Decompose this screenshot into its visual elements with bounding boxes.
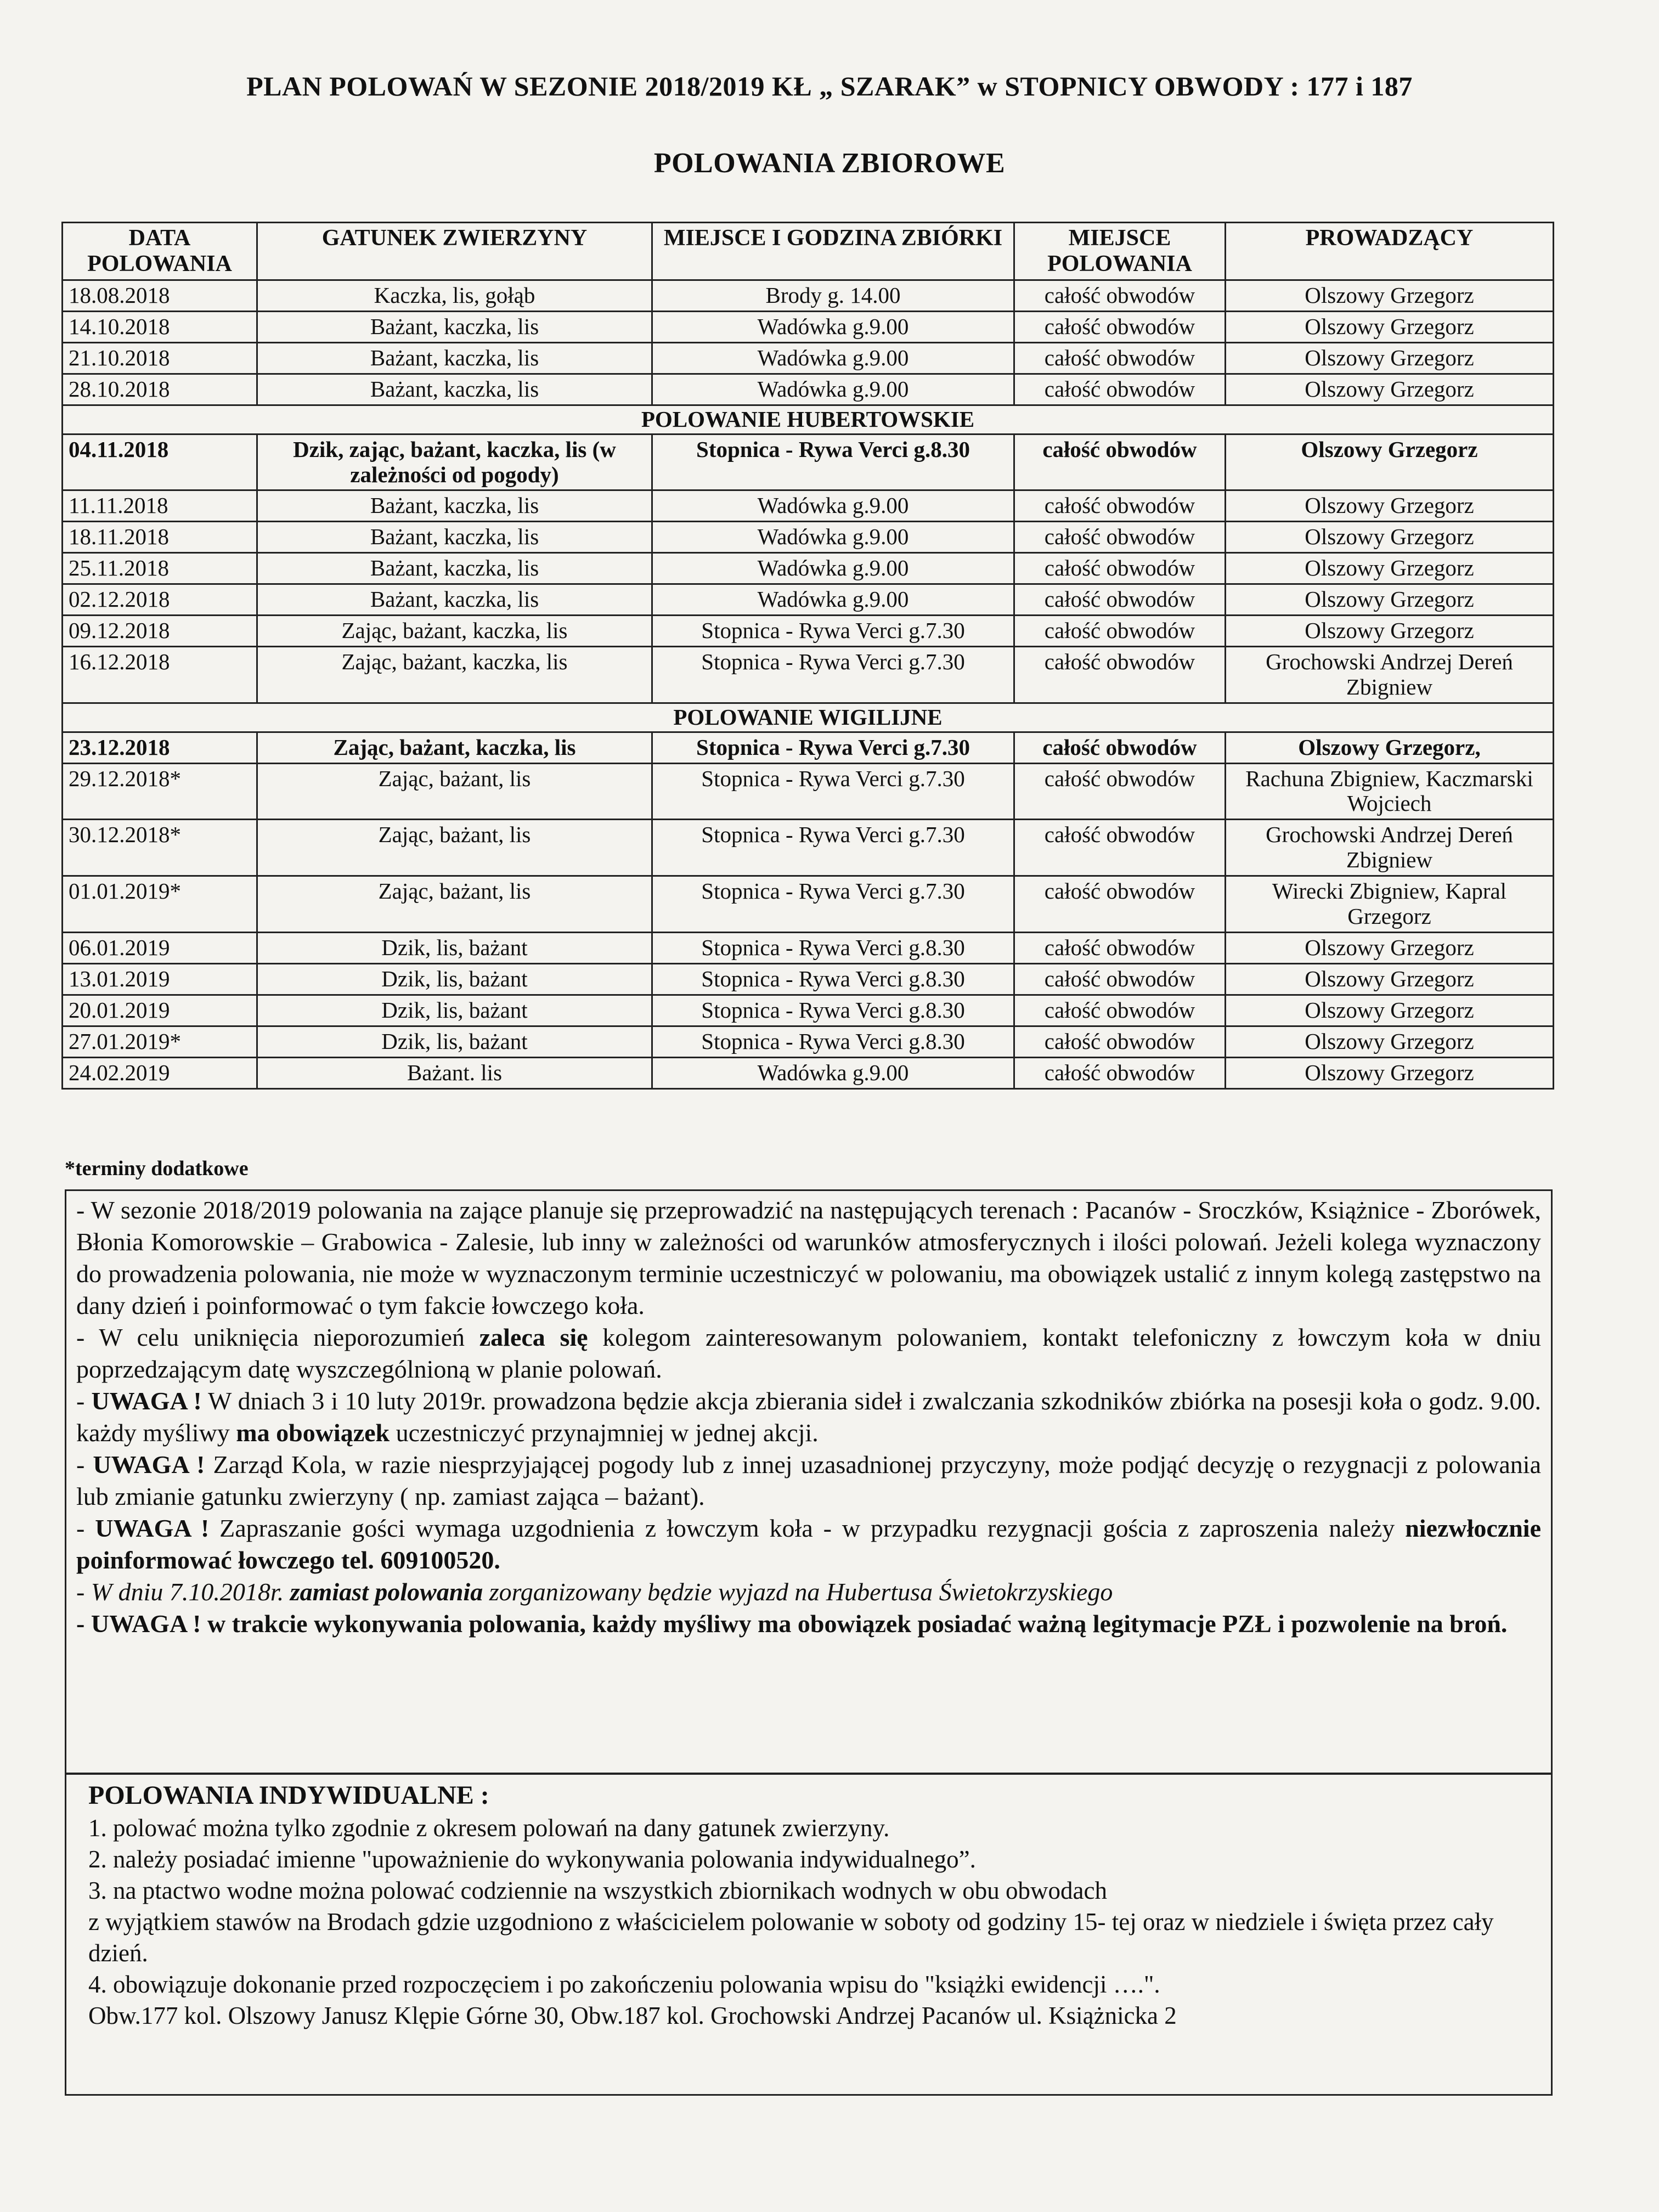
cell-species: Zając, bażant, lis (257, 820, 652, 876)
cell-meeting-place: Stopnica - Rywa Verci g.8.30 (652, 995, 1014, 1026)
footnote: *terminy dodatkowe (65, 1157, 249, 1180)
note-text: zorganizowany będzie wyjazd na Hubertusa Świetokrzyskiego (483, 1578, 1113, 1606)
cell-species: Zając, bażant, kaczka, lis (257, 732, 652, 763)
cell-hunting-area: całość obwodów (1014, 963, 1226, 995)
cell-date: 24.02.2019 (63, 1057, 257, 1088)
note-text: UWAGA ! (95, 1514, 210, 1542)
cell-leader: Olszowy Grzegorz (1226, 311, 1554, 342)
cell-species: Bażant, kaczka, lis (257, 553, 652, 584)
cell-leader: Olszowy Grzegorz (1226, 490, 1554, 522)
note-text: zaleca się (479, 1323, 588, 1351)
cell-leader: Olszowy Grzegorz (1226, 584, 1554, 616)
cell-hunting-area: całość obwodów (1014, 763, 1226, 820)
cell-species: Bażant, kaczka, lis (257, 311, 652, 342)
cell-date: 06.01.2019 (63, 933, 257, 964)
cell-hunting-area: całość obwodów (1014, 646, 1226, 703)
cell-species: Bażant, kaczka, lis (257, 374, 652, 405)
note-text: UWAGA ! (91, 1387, 202, 1415)
cell-leader: Olszowy Grzegorz (1226, 522, 1554, 553)
cell-species: Dzik, lis, bażant (257, 1026, 652, 1057)
cell-date: 18.11.2018 (63, 522, 257, 553)
cell-meeting-place: Wadówka g.9.00 (652, 342, 1014, 374)
cell-hunting-area: całość obwodów (1014, 1026, 1226, 1057)
cell-meeting-place: Stopnica - Rywa Verci g.8.30 (652, 933, 1014, 964)
table-row (63, 876, 1554, 933)
header-meeting-place: MIEJSCE I GODZINA ZBIÓRKI (652, 223, 1014, 280)
table-header-row (63, 223, 1554, 280)
cell-hunting-area: całość obwodów (1014, 876, 1226, 933)
cell-date: 04.11.2018 (63, 434, 257, 490)
cell-date: 02.12.2018 (63, 584, 257, 616)
note-text: niezwłocznie poinformować łowczego tel. 609100520. (76, 1514, 1541, 1574)
cell-hunting-area: całość obwodów (1014, 311, 1226, 342)
cell-meeting-place: Stopnica - Rywa Verci g.7.30 (652, 820, 1014, 876)
section-title: POLOWANIE HUBERTOWSKIE (63, 405, 1554, 434)
table-row (63, 933, 1554, 964)
cell-meeting-place: Wadówka g.9.00 (652, 1057, 1014, 1088)
table-row (63, 763, 1554, 820)
note-text: zamiast polowania (290, 1578, 483, 1606)
individual-item: z wyjątkiem stawów na Brodach gdzie uzgodniono z właścicielem polowanie w soboty od godziny 15- tej oraz w niedziele i święta przez cały dzień. (88, 1908, 1494, 1967)
cell-leader: Rachuna Zbigniew, Kaczmarski Wojciech (1226, 763, 1554, 820)
notes-box (65, 1189, 1553, 1774)
cell-meeting-place: Wadówka g.9.00 (652, 374, 1014, 405)
cell-meeting-place: Stopnica - Rywa Verci g.7.30 (652, 876, 1014, 933)
cell-leader: Olszowy Grzegorz (1226, 280, 1554, 312)
cell-date: 13.01.2019 (63, 963, 257, 995)
cell-meeting-place: Wadówka g.9.00 (652, 584, 1014, 616)
cell-species: Bażant, kaczka, lis (257, 342, 652, 374)
note-paragraph (76, 1194, 1541, 1322)
individual-item: 1. polować można tylko zgodnie z okresem polowań na dany gatunek zwierzyny. (88, 1814, 890, 1842)
table-row (63, 616, 1554, 647)
hunting-schedule-table (61, 222, 1554, 1090)
table-row (63, 995, 1554, 1026)
cell-date: 11.11.2018 (63, 490, 257, 522)
note-paragraph (76, 1608, 1541, 1640)
header-species: GATUNEK ZWIERZYNY (257, 223, 652, 280)
cell-meeting-place: Stopnica - Rywa Verci g.7.30 (652, 616, 1014, 647)
cell-meeting-place: Stopnica - Rywa Verci g.7.30 (652, 646, 1014, 703)
section-title: POLOWANIE WIGILIJNE (63, 703, 1554, 732)
cell-species: Dzik, lis, bażant (257, 995, 652, 1026)
cell-date: 20.01.2019 (63, 995, 257, 1026)
cell-hunting-area: całość obwodów (1014, 374, 1226, 405)
individual-item: 2. należy posiadać imienne "upoważnienie do wykonywania polowania indywidualnego”. (88, 1846, 976, 1873)
cell-leader: Olszowy Grzegorz (1226, 374, 1554, 405)
note-text: uczestniczyć przynajmniej w jednej akcji. (390, 1419, 819, 1447)
cell-leader: Olszowy Grzegorz (1226, 995, 1554, 1026)
cell-date: 09.12.2018 (63, 616, 257, 647)
table-row (63, 522, 1554, 553)
note-text: UWAGA ! (93, 1451, 205, 1479)
table-row (63, 342, 1554, 374)
cell-meeting-place: Wadówka g.9.00 (652, 553, 1014, 584)
note-paragraph (76, 1322, 1541, 1385)
document-subtitle: POLOWANIA ZBIOROWE (653, 148, 1006, 179)
table-row (63, 1057, 1554, 1088)
individual-item: 3. na ptactwo wodne można polować codziennie na wszystkich zbiornikach wodnych w obu obwodach (88, 1877, 1107, 1904)
cell-meeting-place: Stopnica - Rywa Verci g.8.30 (652, 963, 1014, 995)
cell-leader: Olszowy Grzegorz (1226, 1057, 1554, 1088)
cell-meeting-place: Stopnica - Rywa Verci g.7.30 (652, 763, 1014, 820)
note-paragraph (76, 1449, 1541, 1513)
cell-leader: Olszowy Grzegorz, (1226, 732, 1554, 763)
cell-leader: Grochowski Andrzej Dereń Zbigniew (1226, 820, 1554, 876)
cell-hunting-area: całość obwodów (1014, 820, 1226, 876)
cell-date: 29.12.2018* (63, 763, 257, 820)
cell-hunting-area: całość obwodów (1014, 490, 1226, 522)
cell-date: 18.08.2018 (63, 280, 257, 312)
table-row (63, 646, 1554, 703)
note-text: Zapraszanie gości wymaga uzgodnienia z łowczym koła - w przypadku rezygnacji gościa z zaproszenia należy (209, 1514, 1406, 1542)
cell-meeting-place: Brody g. 14.00 (652, 280, 1014, 312)
cell-date: 23.12.2018 (63, 732, 257, 763)
note-text: ma obowiązek (236, 1419, 390, 1447)
note-text: kolegom zainteresowanym polowaniem, kontakt telefoniczny z łowczym koła w dniu poprzedzającym datę wyszczególnioną w planie polowań. (76, 1323, 1541, 1383)
header-hunting-area: MIEJSCE POLOWANIA (1014, 223, 1226, 280)
note-text: - W dniu 7.10.2018r. (76, 1578, 290, 1606)
table-body (63, 280, 1554, 1088)
note-text: - W celu uniknięcia nieporozumień (76, 1323, 479, 1351)
cell-date: 16.12.2018 (63, 646, 257, 703)
section-row (63, 405, 1554, 434)
cell-species: Zając, bażant, kaczka, lis (257, 616, 652, 647)
cell-species: Zając, bażant, lis (257, 763, 652, 820)
cell-hunting-area: całość obwodów (1014, 553, 1226, 584)
cell-species: Bażant, kaczka, lis (257, 522, 652, 553)
cell-species: Zając, bażant, kaczka, lis (257, 646, 652, 703)
table-row (63, 280, 1554, 312)
cell-meeting-place: Wadówka g.9.00 (652, 311, 1014, 342)
cell-leader: Olszowy Grzegorz (1226, 342, 1554, 374)
cell-hunting-area: całość obwodów (1014, 1057, 1226, 1088)
cell-meeting-place: Stopnica - Rywa Verci g.7.30 (652, 732, 1014, 763)
table-row (63, 553, 1554, 584)
cell-species: Bażant, kaczka, lis (257, 584, 652, 616)
cell-date: 21.10.2018 (63, 342, 257, 374)
cell-leader: Wirecki Zbigniew, Kapral Grzegorz (1226, 876, 1554, 933)
cell-hunting-area: całość obwodów (1014, 995, 1226, 1026)
section-row (63, 703, 1554, 732)
cell-species: Zając, bażant, lis (257, 876, 652, 933)
table-row (63, 311, 1554, 342)
cell-date: 01.01.2019* (63, 876, 257, 933)
note-paragraph (76, 1576, 1541, 1608)
cell-species: Dzik, zając, bażant, kaczka, lis (w zależności od pogody) (257, 434, 652, 490)
cell-species: Dzik, lis, bażant (257, 933, 652, 964)
header-date: DATA POLOWANIA (63, 223, 257, 280)
cell-meeting-place: Wadówka g.9.00 (652, 522, 1014, 553)
table-row (63, 820, 1554, 876)
note-text: W dniach 3 i 10 luty 2019r. prowadzona będzie akcja zbierania sideł i zwalczania szkodników zbiórka na posesji koła o godz. 9.00. każdy myśliwy (76, 1387, 1541, 1447)
cell-hunting-area: całość obwodów (1014, 933, 1226, 964)
cell-species: Dzik, lis, bażant (257, 963, 652, 995)
note-text: - (76, 1514, 95, 1542)
cell-species: Kaczka, lis, gołąb (257, 280, 652, 312)
individual-hunting-box (65, 1773, 1553, 2096)
cell-leader: Olszowy Grzegorz (1226, 933, 1554, 964)
note-paragraph (76, 1385, 1541, 1449)
cell-date: 28.10.2018 (63, 374, 257, 405)
cell-leader: Olszowy Grzegorz (1226, 616, 1554, 647)
cell-hunting-area: całość obwodów (1014, 342, 1226, 374)
header-leader: PROWADZĄCY (1226, 223, 1554, 280)
cell-leader: Olszowy Grzegorz (1226, 963, 1554, 995)
table-row (63, 1026, 1554, 1057)
cell-leader: Olszowy Grzegorz (1226, 434, 1554, 490)
cell-date: 30.12.2018* (63, 820, 257, 876)
cell-date: 14.10.2018 (63, 311, 257, 342)
cell-date: 27.01.2019* (63, 1026, 257, 1057)
individual-list (88, 1813, 1529, 2032)
cell-meeting-place: Stopnica - Rywa Verci g.8.30 (652, 434, 1014, 490)
cell-hunting-area: całość obwodów (1014, 584, 1226, 616)
cell-hunting-area: całość obwodów (1014, 522, 1226, 553)
note-text: - UWAGA ! w trakcie wykonywania polowania, każdy myśliwy ma obowiązek posiadać ważną legitymacje PZŁ i pozwolenie na broń. (76, 1610, 1508, 1638)
cell-hunting-area: całość obwodów (1014, 732, 1226, 763)
note-text: Zarząd Kola, w razie niesprzyjającej pogody lub z innej uzasadnionej przyczyny, może podjąć decyzję o rezygnacji z polowania lub zmianie gatunku zwierzyny ( np. zamiast zająca – bażant). (76, 1451, 1542, 1510)
individual-item: 4. obowiązuje dokonanie przed rozpoczęciem i po zakończeniu polowania wpisu do "książki ewidencji ….". (88, 1971, 1160, 1998)
cell-leader: Olszowy Grzegorz (1226, 1026, 1554, 1057)
cell-date: 25.11.2018 (63, 553, 257, 584)
document-title: PLAN POLOWAŃ W SEZONIE 2018/2019 KŁ „ SZARAK” w STOPNICY OBWODY : 177 i 187 (246, 71, 1413, 101)
note-text: - (76, 1451, 93, 1479)
table-row (63, 584, 1554, 616)
individual-title: POLOWANIA INDYWIDUALNE : (88, 1781, 489, 1810)
note-text: - W sezonie 2018/2019 polowania na zające planuje się przeprowadzić na następujących terenach : Pacanów - Sroczków, Książnice - Zborówek, Błonia Komorowskie – Grabowica - Zalesie, lub inny w zależności od warunków atmosferycznych i ilości polowań. Jeżeli kolega wyznaczony do prowadzenia polowania, nie może w wyznaczonym terminie uczestniczyć w polowaniu, ma obowiązek ustalić z innym kolegą zastępstwo na dany dzień i poinformować o tym fakcie łowczego koła. (76, 1196, 1541, 1319)
table-row (63, 374, 1554, 405)
cell-hunting-area: całość obwodów (1014, 434, 1226, 490)
individual-item: Obw.177 kol. Olszowy Janusz Klępie Górne 30, Obw.187 kol. Grochowski Andrzej Pacanów ul. Książnicka 2 (88, 2002, 1177, 2029)
cell-leader: Olszowy Grzegorz (1226, 553, 1554, 584)
table-row (63, 963, 1554, 995)
table-row (63, 434, 1554, 490)
note-text: - (76, 1387, 92, 1415)
cell-hunting-area: całość obwodów (1014, 280, 1226, 312)
cell-meeting-place: Stopnica - Rywa Verci g.8.30 (652, 1026, 1014, 1057)
cell-hunting-area: całość obwodów (1014, 616, 1226, 647)
note-paragraph (76, 1513, 1541, 1576)
cell-meeting-place: Wadówka g.9.00 (652, 490, 1014, 522)
table-row (63, 490, 1554, 522)
cell-species: Bażant. lis (257, 1057, 652, 1088)
cell-species: Bażant, kaczka, lis (257, 490, 652, 522)
table-row (63, 732, 1554, 763)
cell-leader: Grochowski Andrzej Dereń Zbigniew (1226, 646, 1554, 703)
